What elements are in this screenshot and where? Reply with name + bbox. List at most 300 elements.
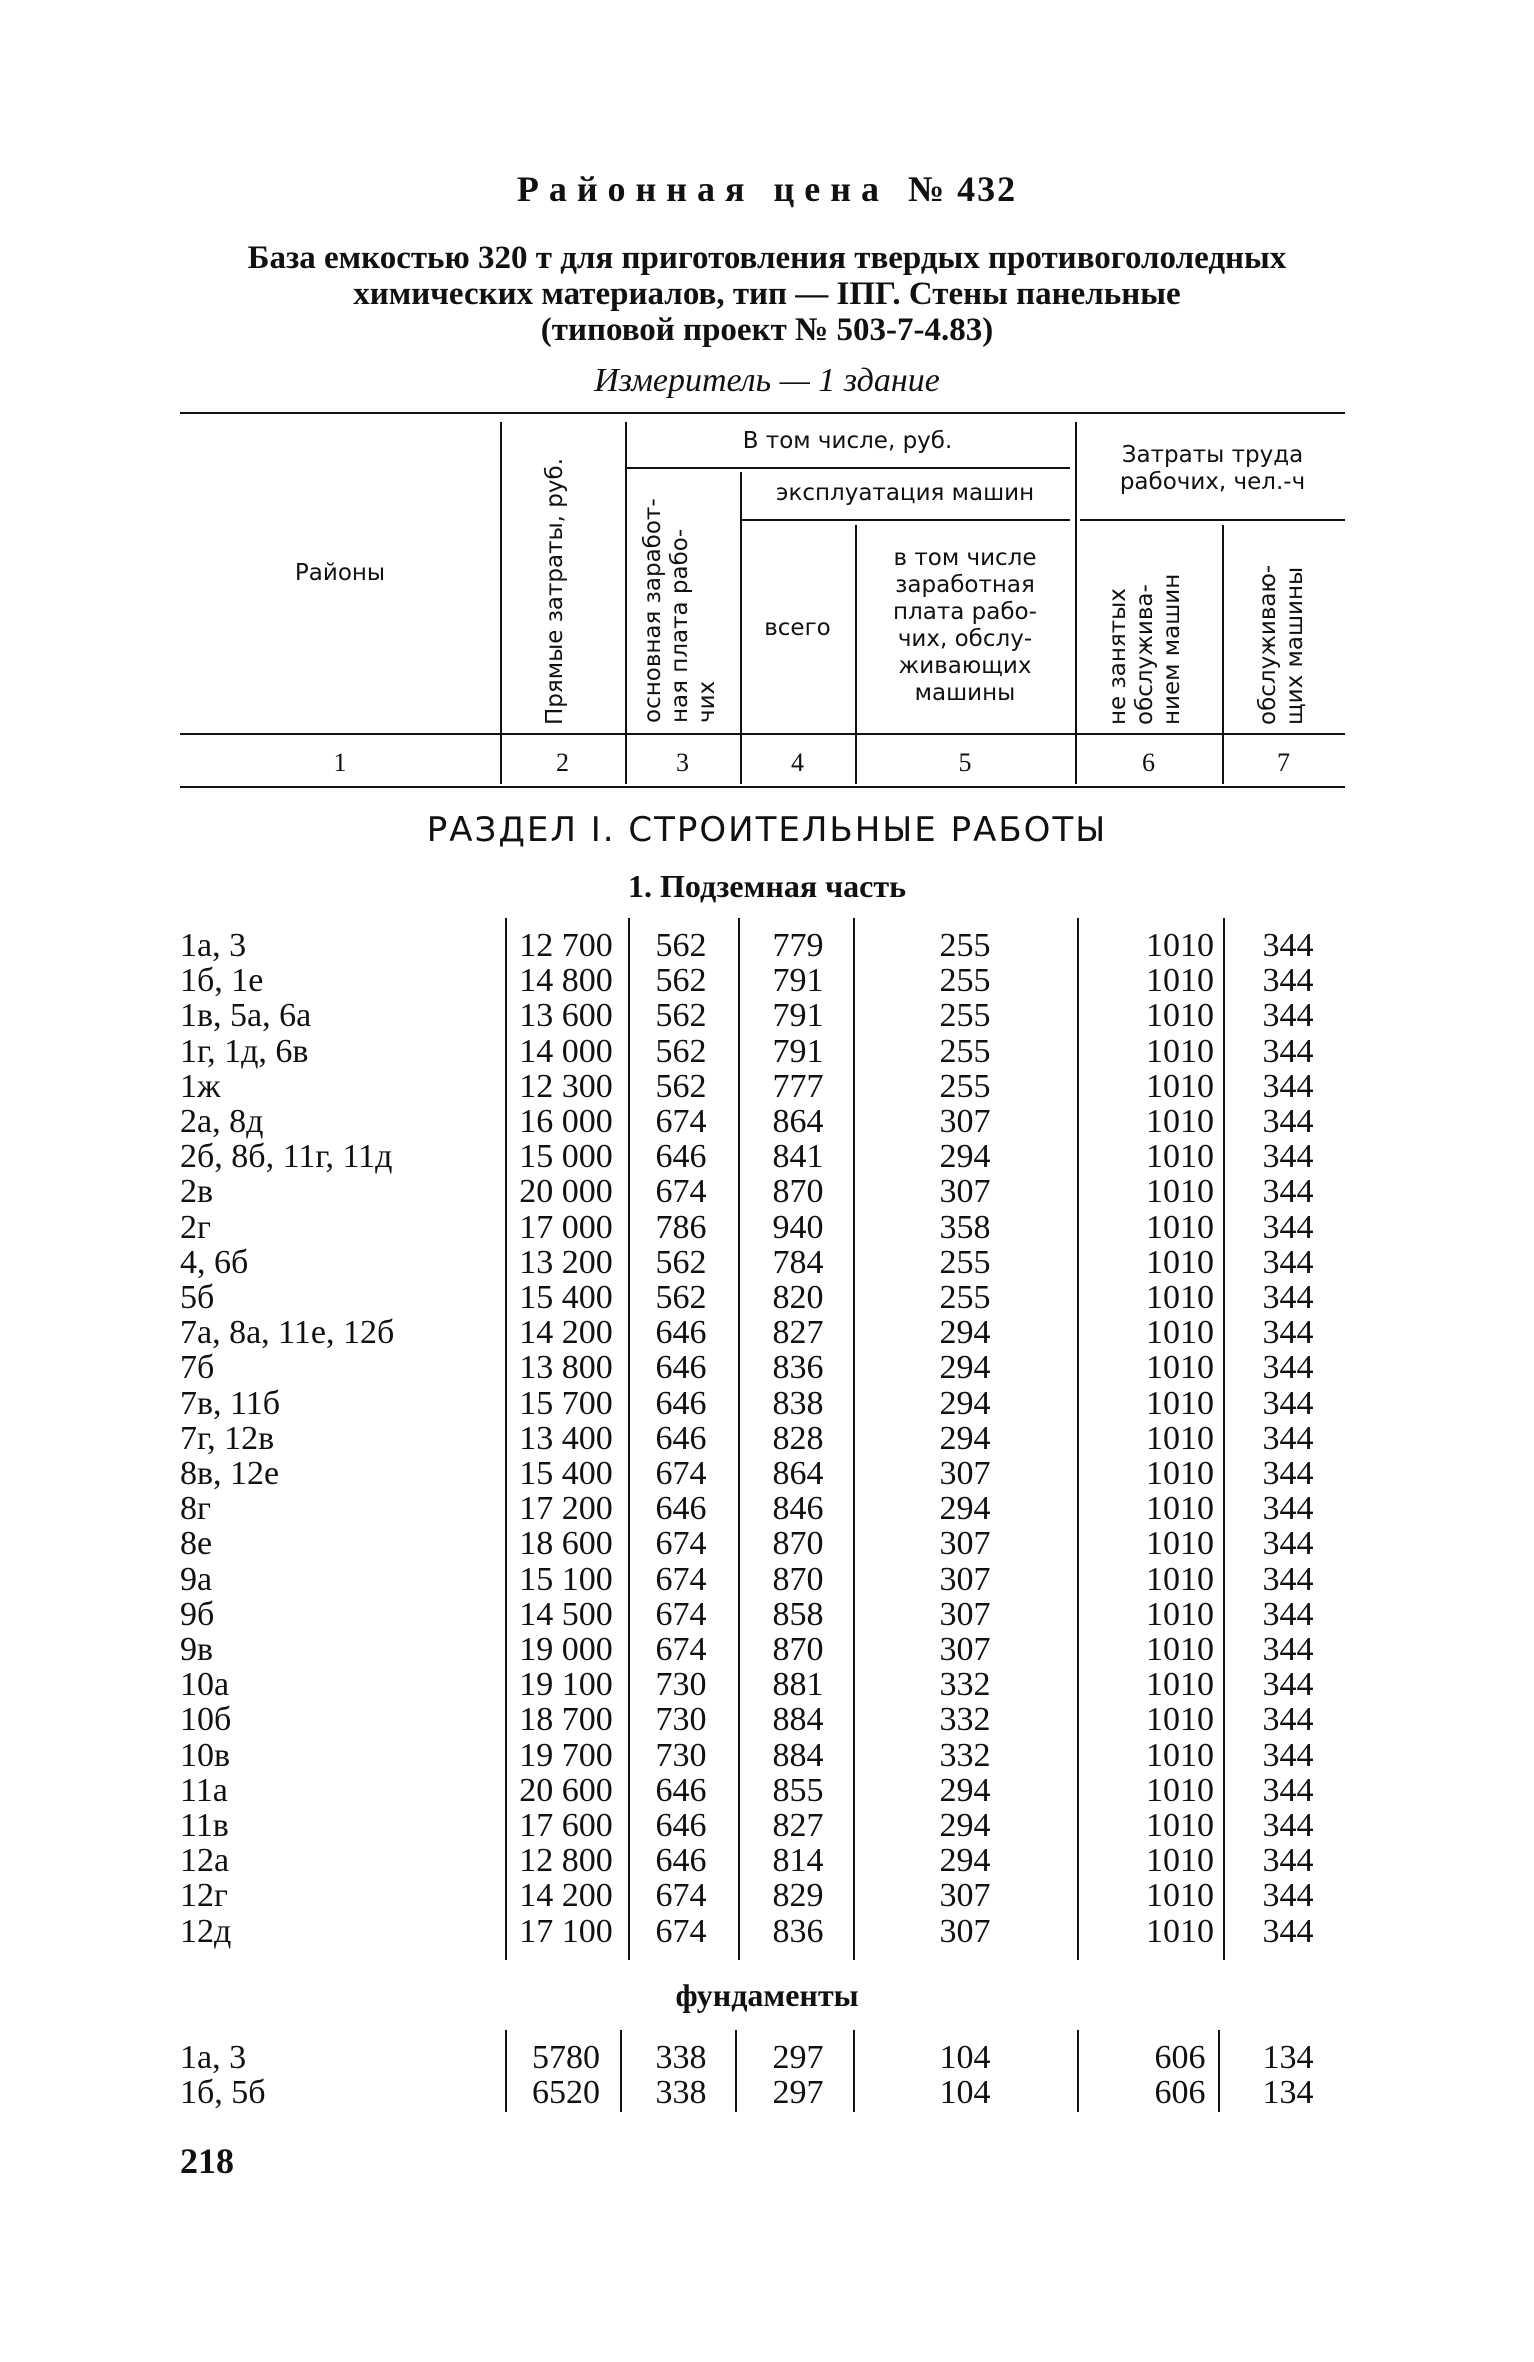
machines-wage-cell: 307 (939, 1631, 991, 1668)
header-regions: Районы (294, 560, 386, 586)
labor-serving-cell: 344 (1262, 1877, 1314, 1915)
machines-wage-cell: 294 (939, 1314, 991, 1352)
labor-not-serving-cell: 1010 (1146, 1631, 1214, 1668)
labor-not-serving-cell: 1010 (1146, 1771, 1214, 1809)
machines-wage-cell: 255 (939, 962, 991, 1000)
machines-total-cell: 870 (772, 1631, 824, 1668)
machines-wage-cell: 332 (939, 1736, 991, 1774)
base-wage-cell: 338 (655, 2074, 707, 2111)
machines-wage-cell: 255 (939, 1067, 991, 1105)
region-cell: 1г, 1д, 6в (180, 1032, 309, 1070)
base-wage-cell: 646 (655, 1138, 707, 1176)
table-row (0, 1491, 1534, 1526)
header-labor-line: Затраты труда (1121, 442, 1304, 468)
machines-total-cell: 784 (772, 1243, 824, 1281)
labor-not-serving-cell: 1010 (1146, 1525, 1214, 1563)
base-wage-cell: 674 (655, 1455, 707, 1492)
machines-wage-cell: 332 (939, 1701, 991, 1739)
machines-wage-cell: 307 (939, 1103, 991, 1140)
machines-wage-cell: 294 (939, 1419, 991, 1457)
base-wage-cell: 674 (655, 1595, 707, 1633)
column-number: 7 (1277, 748, 1290, 777)
labor-not-serving-cell: 606 (1154, 2074, 1206, 2111)
table-row (0, 963, 1534, 998)
price-title (0, 168, 1534, 210)
header-machines: эксплуатация машин (775, 480, 1035, 506)
table-row (0, 1914, 1534, 1949)
direct-costs-cell: 16 000 (519, 1103, 613, 1140)
base-wage-cell: 562 (655, 1243, 707, 1281)
region-cell: 2а, 8д (180, 1103, 264, 1140)
base-wage-cell: 674 (655, 1912, 707, 1950)
table-row (0, 1350, 1534, 1385)
labor-serving-cell: 344 (1262, 1067, 1314, 1105)
table-row (0, 1738, 1534, 1773)
direct-costs-cell: 14 200 (519, 1314, 613, 1352)
header-machines-wage-line: заработная (895, 572, 1035, 598)
machines-total-cell: 855 (772, 1771, 824, 1809)
labor-serving-cell: 344 (1262, 1666, 1314, 1704)
labor-serving-cell: 344 (1262, 1419, 1314, 1457)
machines-total-cell: 864 (772, 1455, 824, 1492)
labor-serving-cell: 344 (1262, 1560, 1314, 1598)
table-row (0, 1421, 1534, 1456)
machines-wage-cell: 294 (939, 1842, 991, 1880)
table-row (0, 1034, 1534, 1069)
table-row (0, 998, 1534, 1033)
machines-total-cell: 841 (772, 1138, 824, 1176)
column-number: 6 (1142, 748, 1155, 777)
base-wage-cell: 562 (655, 1067, 707, 1105)
base-wage-cell: 730 (655, 1666, 707, 1704)
machines-wage-cell: 307 (939, 1525, 991, 1563)
table-row (0, 1597, 1534, 1632)
machines-wage-cell: 255 (939, 927, 991, 964)
table-row (0, 1245, 1534, 1280)
description-line: (типовой проект № 503-7-4.83) (540, 312, 994, 348)
machines-total-cell: 838 (772, 1384, 824, 1422)
labor-not-serving-cell: 1010 (1146, 1279, 1214, 1316)
base-wage-cell: 730 (655, 1736, 707, 1774)
labor-not-serving-cell: 1010 (1146, 997, 1214, 1035)
base-wage-cell: 730 (655, 1701, 707, 1739)
labor-not-serving-cell: 1010 (1146, 1912, 1214, 1950)
labor-not-serving-cell: 1010 (1146, 1490, 1214, 1528)
region-cell: 9в (180, 1631, 214, 1668)
header-top-rule (180, 412, 1345, 414)
table-row (0, 1069, 1534, 1104)
machines-wage-cell: 255 (939, 1279, 991, 1316)
base-wage-cell: 338 (655, 2039, 707, 2076)
region-cell: 7в, 11б (180, 1384, 281, 1422)
labor-serving-cell: 344 (1262, 1208, 1314, 1246)
machines-wage-cell: 294 (939, 1138, 991, 1176)
table-row (0, 1210, 1534, 1245)
header-machines-wage (860, 545, 1070, 707)
subsection-title: 1. Подземная часть (627, 868, 907, 904)
col-divider (1075, 422, 1077, 784)
region-cell: 9а (180, 1560, 213, 1598)
header-base-wage-line: чих (694, 680, 720, 723)
direct-costs-cell: 15 700 (519, 1384, 613, 1422)
machines-wage-cell: 104 (939, 2074, 991, 2111)
direct-costs-cell: 17 600 (519, 1807, 613, 1844)
labor-not-serving-cell: 1010 (1146, 1173, 1214, 1211)
description-line: химических материалов, тип — IПГ. Стены панельные (353, 276, 1181, 312)
direct-costs-cell: 17 200 (519, 1490, 613, 1528)
machines-wage-cell: 307 (939, 1560, 991, 1598)
labor-not-serving-cell: 1010 (1146, 1595, 1214, 1633)
base-wage-cell: 674 (655, 1877, 707, 1915)
labor-serving-cell: 344 (1262, 1243, 1314, 1281)
labor-serving-cell: 344 (1262, 1736, 1314, 1774)
labor-serving-cell: 344 (1262, 997, 1314, 1035)
labor-not-serving-cell: 1010 (1146, 1032, 1214, 1070)
labor-not-serving-cell: 1010 (1146, 1349, 1214, 1387)
machines-total-cell: 791 (772, 997, 824, 1035)
region-cell: 4, 6б (180, 1243, 249, 1281)
machines-total-cell: 940 (772, 1208, 824, 1246)
table-row (0, 1386, 1534, 1421)
labor-serving-cell: 344 (1262, 1842, 1314, 1880)
labor-serving-cell: 344 (1262, 1032, 1314, 1070)
machines-total-cell: 779 (772, 927, 824, 964)
table-row (0, 928, 1534, 963)
labor-not-serving-cell: 1010 (1146, 1243, 1214, 1281)
direct-costs-cell: 14 500 (519, 1595, 613, 1633)
region-cell: 5б (180, 1279, 215, 1316)
machines-total-cell: 884 (772, 1701, 824, 1739)
labor-not-serving-cell: 1010 (1146, 1384, 1214, 1422)
direct-costs-cell: 12 300 (519, 1067, 613, 1105)
page-number: 218 (180, 2141, 234, 2181)
base-wage-cell: 562 (655, 962, 707, 1000)
labor-not-serving-cell: 1010 (1146, 1455, 1214, 1492)
machines-wage-cell: 294 (939, 1490, 991, 1528)
section-title: РАЗДЕЛ I. СТРОИТЕЛЬНЫЕ РАБОТЫ (426, 810, 1108, 850)
base-wage-cell: 562 (655, 1032, 707, 1070)
direct-costs-cell: 12 800 (519, 1842, 613, 1880)
region-cell: 1ж (180, 1067, 221, 1105)
machines-total-cell: 870 (772, 1173, 824, 1211)
machines-wage-cell: 358 (939, 1208, 991, 1246)
direct-costs-cell: 13 600 (519, 997, 613, 1035)
labor-serving-cell: 344 (1262, 927, 1314, 964)
table-row (0, 1632, 1534, 1667)
region-cell: 8г (180, 1490, 211, 1528)
price-number: № 432 (907, 169, 1018, 209)
labor-serving-cell: 344 (1262, 1314, 1314, 1352)
region-cell: 8е (180, 1525, 213, 1563)
table-row (0, 1456, 1534, 1491)
labor-not-serving-cell: 1010 (1146, 1419, 1214, 1457)
machines-total-cell: 836 (772, 1349, 824, 1387)
header-machines-wage-line: машины (914, 680, 1016, 706)
machines-total-cell: 297 (772, 2074, 824, 2111)
header-base-wage-line: основная заработ- (640, 498, 666, 723)
table-row (0, 2075, 1534, 2110)
machines-total-cell: 827 (772, 1314, 824, 1352)
base-wage-cell: 786 (655, 1208, 707, 1246)
direct-costs-cell: 14 800 (519, 962, 613, 1000)
labor-not-serving-cell: 1010 (1146, 1067, 1214, 1105)
labor-serving-cell: 344 (1262, 1138, 1314, 1176)
machines-wage-cell: 307 (939, 1455, 991, 1492)
region-cell: 12а (180, 1842, 230, 1880)
base-wage-cell: 674 (655, 1525, 707, 1563)
machines-total-cell: 777 (772, 1067, 824, 1105)
machines-wage-cell: 294 (939, 1807, 991, 1844)
header-bottom-rule (180, 733, 1345, 735)
machines-wage-cell: 294 (939, 1349, 991, 1387)
labor-serving-cell: 344 (1262, 1103, 1314, 1140)
base-wage-cell: 646 (655, 1384, 707, 1422)
header-not-serving-line: нием машин (1159, 573, 1185, 725)
machines-total-cell: 884 (772, 1736, 824, 1774)
price-title-prefix: Районная цена (516, 169, 889, 209)
region-cell: 2г (180, 1208, 211, 1246)
base-wage-cell: 646 (655, 1349, 707, 1387)
table-row (0, 1562, 1534, 1597)
region-cell: 10в (180, 1736, 231, 1774)
region-cell: 11а (180, 1771, 228, 1809)
machines-total-cell: 791 (772, 962, 824, 1000)
base-wage-cell: 646 (655, 1490, 707, 1528)
base-wage-cell: 674 (655, 1560, 707, 1598)
table-row (0, 1878, 1534, 1913)
table-row (0, 1526, 1534, 1561)
labor-not-serving-cell: 1010 (1146, 1103, 1214, 1140)
direct-costs-cell: 15 100 (519, 1560, 613, 1598)
region-cell: 12д (180, 1912, 232, 1950)
header-not-serving (1105, 530, 1186, 725)
region-cell: 1в, 5а, 6а (180, 997, 312, 1035)
labor-serving-cell: 344 (1262, 1279, 1314, 1316)
machines-wage-cell: 255 (939, 1243, 991, 1281)
column-number: 3 (676, 748, 689, 777)
table-row (0, 1843, 1534, 1878)
col-divider (1222, 525, 1224, 784)
region-cell: 7а, 8а, 11е, 12б (180, 1314, 395, 1352)
header-machines-wage-line: в том числе (893, 545, 1037, 571)
labor-not-serving-cell: 1010 (1146, 1877, 1214, 1915)
labor-serving-cell: 344 (1262, 1595, 1314, 1633)
subsection-title: фундаменты (675, 1977, 859, 2013)
table-row (0, 1174, 1534, 1209)
machines-rule (740, 519, 1070, 521)
direct-costs-cell: 15 400 (519, 1279, 613, 1316)
machines-total-cell: 827 (772, 1807, 824, 1844)
region-cell: 1а, 3 (180, 927, 247, 964)
direct-costs-cell: 13 800 (519, 1349, 613, 1387)
base-wage-cell: 674 (655, 1103, 707, 1140)
table-row (0, 1280, 1534, 1315)
labor-serving-cell: 344 (1262, 1701, 1314, 1739)
base-wage-cell: 646 (655, 1807, 707, 1844)
direct-costs-cell: 20 000 (519, 1173, 613, 1211)
base-wage-cell: 562 (655, 1279, 707, 1316)
labor-serving-cell: 344 (1262, 1384, 1314, 1422)
machines-total-cell: 870 (772, 1560, 824, 1598)
column-number: 1 (333, 748, 347, 777)
machines-total-cell: 814 (772, 1842, 824, 1880)
header-including: В том числе, руб. (742, 428, 953, 454)
base-wage-cell: 562 (655, 927, 707, 964)
labor-not-serving-cell: 1010 (1146, 1807, 1214, 1844)
direct-costs-cell: 17 100 (519, 1912, 613, 1950)
machines-total-cell: 297 (772, 2039, 824, 2076)
description-line: База емкостью 320 т для приготовления твердых противогололедных (247, 240, 1287, 276)
col-divider (855, 525, 857, 784)
column-number: 4 (791, 748, 804, 777)
header-machines-wage-line: плата рабо- (893, 599, 1037, 625)
direct-costs-cell: 12 700 (519, 927, 613, 964)
base-wage-cell: 646 (655, 1419, 707, 1457)
header-machines-total: всего (764, 615, 831, 641)
header-not-serving-line: не занятых (1105, 588, 1131, 725)
labor-not-serving-cell: 1010 (1146, 1314, 1214, 1352)
direct-costs-cell: 5780 (532, 2039, 600, 2076)
machines-wage-cell: 104 (939, 2039, 991, 2076)
labor-not-serving-cell: 1010 (1146, 927, 1214, 964)
direct-costs-cell: 18 700 (519, 1701, 613, 1739)
header-base-wage-line: ная плата рабо- (667, 528, 693, 723)
labor-not-serving-cell: 1010 (1146, 1560, 1214, 1598)
region-cell: 8в, 12е (180, 1455, 280, 1492)
machines-total-cell: 870 (772, 1525, 824, 1563)
direct-costs-cell: 14 000 (519, 1032, 613, 1070)
labor-serving-cell: 344 (1262, 1912, 1314, 1950)
header-labor-line: рабочих, чел.-ч (1119, 469, 1306, 495)
machines-total-cell: 829 (772, 1877, 824, 1915)
machines-total-cell: 791 (772, 1032, 824, 1070)
labor-not-serving-cell: 1010 (1146, 1701, 1214, 1739)
table-row (0, 1773, 1534, 1808)
base-wage-cell: 646 (655, 1771, 707, 1809)
table-row (0, 2040, 1534, 2075)
table-row (0, 1139, 1534, 1174)
machines-wage-cell: 307 (939, 1877, 991, 1915)
labor-serving-cell: 344 (1262, 1349, 1314, 1387)
machines-total-cell: 846 (772, 1490, 824, 1528)
header-not-serving-line: обслужива- (1132, 584, 1158, 725)
table-row (0, 1702, 1534, 1737)
header-machines-wage-line: чих, обслу- (897, 626, 1033, 652)
labor-not-serving-cell: 1010 (1146, 1666, 1214, 1704)
labor-serving-cell: 344 (1262, 1631, 1314, 1668)
direct-costs-cell: 15 000 (519, 1138, 613, 1176)
direct-costs-cell: 20 600 (519, 1771, 613, 1809)
machines-total-cell: 820 (772, 1279, 824, 1316)
header-base-wage (640, 468, 721, 723)
direct-costs-cell: 13 400 (519, 1419, 613, 1457)
labor-serving-cell: 344 (1262, 1525, 1314, 1563)
labor-not-serving-cell: 606 (1154, 2039, 1206, 2076)
direct-costs-cell: 18 600 (519, 1525, 613, 1563)
labor-not-serving-cell: 1010 (1146, 1736, 1214, 1774)
header-serving-line: обслуживаю- (1255, 564, 1281, 725)
region-cell: 10а (180, 1666, 230, 1704)
labor-serving-cell: 344 (1262, 1173, 1314, 1211)
region-cell: 1а, 3 (180, 2039, 247, 2076)
machines-wage-cell: 255 (939, 997, 991, 1035)
region-cell: 12г (180, 1877, 228, 1915)
labor-serving-cell: 344 (1262, 962, 1314, 1000)
labor-not-serving-cell: 1010 (1146, 1208, 1214, 1246)
labor-serving-cell: 344 (1262, 1455, 1314, 1492)
measure-unit: Измеритель — 1 здание (594, 362, 940, 399)
labor-not-serving-cell: 1010 (1146, 1138, 1214, 1176)
machines-wage-cell: 307 (939, 1595, 991, 1633)
machines-wage-cell: 332 (939, 1666, 991, 1704)
machines-wage-cell: 255 (939, 1032, 991, 1070)
direct-costs-cell: 19 000 (519, 1631, 613, 1668)
column-number: 2 (556, 748, 569, 777)
machines-total-cell: 828 (772, 1419, 824, 1457)
base-wage-cell: 674 (655, 1631, 707, 1668)
table-row (0, 1667, 1534, 1702)
labor-serving-cell: 134 (1262, 2074, 1314, 2111)
machines-total-cell: 881 (772, 1666, 824, 1704)
direct-costs-cell: 19 100 (519, 1666, 613, 1704)
labor-serving-cell: 134 (1262, 2039, 1314, 2076)
col-divider (500, 422, 502, 784)
machines-wage-cell: 307 (939, 1173, 991, 1211)
base-wage-cell: 562 (655, 997, 707, 1035)
region-cell: 1б, 1е (180, 962, 264, 1000)
machines-wage-cell: 294 (939, 1771, 991, 1809)
machines-wage-cell: 294 (939, 1384, 991, 1422)
header-direct-costs: Прямые затраты, руб. (542, 457, 568, 725)
region-cell: 2в (180, 1173, 214, 1211)
base-wage-cell: 646 (655, 1314, 707, 1352)
labor-rule (1080, 519, 1345, 521)
direct-costs-cell: 6520 (532, 2074, 600, 2111)
region-cell: 10б (180, 1701, 232, 1739)
table-row (0, 1104, 1534, 1139)
direct-costs-cell: 13 200 (519, 1243, 613, 1281)
region-cell: 11в (180, 1807, 229, 1844)
machines-total-cell: 864 (772, 1103, 824, 1140)
column-number: 5 (958, 748, 972, 777)
machines-wage-cell: 307 (939, 1912, 991, 1950)
direct-costs-cell: 14 200 (519, 1877, 613, 1915)
header-serving (1255, 530, 1309, 725)
region-cell: 1б, 5б (180, 2074, 266, 2111)
header-serving-line: щих машины (1282, 566, 1308, 725)
machines-total-cell: 836 (772, 1912, 824, 1950)
direct-costs-cell: 17 000 (519, 1208, 613, 1246)
header-machines-wage-line: живающих (898, 653, 1032, 679)
base-wage-cell: 674 (655, 1173, 707, 1211)
col-divider (625, 422, 627, 784)
labor-serving-cell: 344 (1262, 1807, 1314, 1844)
labor-not-serving-cell: 1010 (1146, 1842, 1214, 1880)
table-row (0, 1315, 1534, 1350)
region-cell: 7б (180, 1349, 215, 1387)
direct-costs-cell: 19 700 (519, 1736, 613, 1774)
region-cell: 9б (180, 1595, 215, 1633)
machines-total-cell: 858 (772, 1595, 824, 1633)
colnum-rule (180, 786, 1345, 788)
labor-serving-cell: 344 (1262, 1771, 1314, 1809)
labor-not-serving-cell: 1010 (1146, 962, 1214, 1000)
region-cell: 2б, 8б, 11г, 11д (180, 1138, 393, 1176)
header-labor (1080, 442, 1345, 496)
table-row (0, 1808, 1534, 1843)
direct-costs-cell: 15 400 (519, 1455, 613, 1492)
region-cell: 7г, 12в (180, 1419, 275, 1457)
